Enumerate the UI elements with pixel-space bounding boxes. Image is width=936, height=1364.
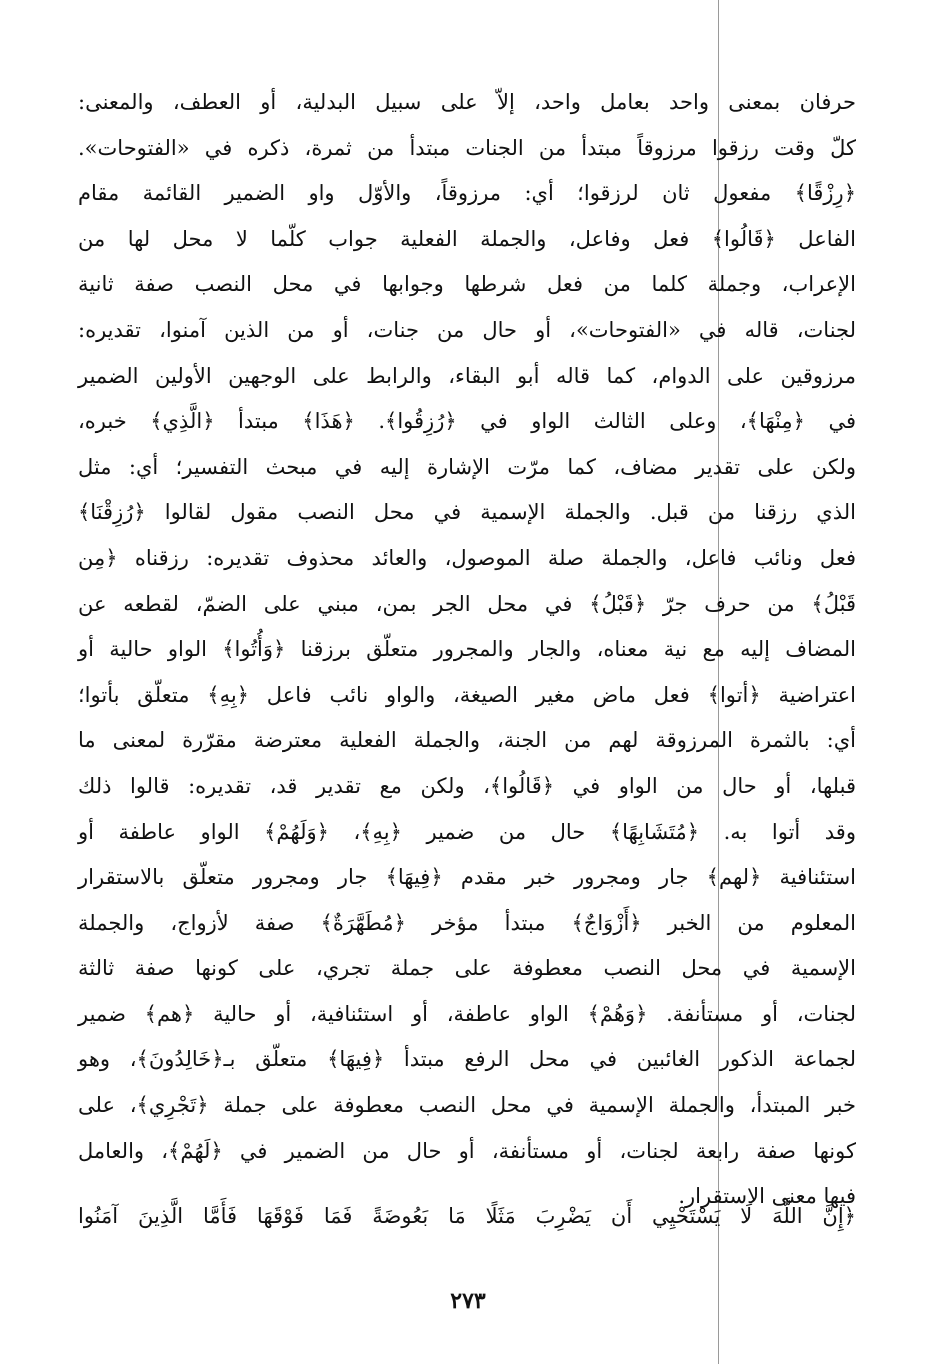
commentary-text	[78, 80, 856, 1220]
text-line: خبر المبتدأ، والجملة الإسمية في محل النصب معطوفة على جملة ﴿تَجْرِي﴾، على	[78, 1093, 856, 1118]
page-number: ٢٧٣	[450, 1288, 486, 1314]
text-line: الإعراب، وجملة كلما من فعل شرطها وجوابها في محل النصب صفة ثانية	[78, 272, 856, 297]
text-line: فعل ونائب فاعل، والجملة صلة الموصول، والعائد محذوف تقديره: رزقناه ﴿مِن	[78, 545, 856, 570]
text-line: الإسمية في محل النصب معطوفة على جملة تجري، على كونها صفة ثالثة	[78, 956, 856, 981]
text-line: أي: بالثمرة المرزوقة لهم من الجنة، والجملة الفعلية معترضة مقرّرة لمعنى ما	[78, 728, 856, 753]
text-line: حرفان بمعنى واحد بعامل واحد، إلاّ على سبيل البدلية، أو العطف، والمعنى:	[78, 90, 856, 114]
text-line: لجماعة الذكور الغائبين في محل الرفع مبتدأ ﴿فِيهَا﴾ متعلّق بـ﴿خَالِدُونَ﴾، وهو	[78, 1047, 856, 1072]
text-line: لجنات، أو مستأنفة. ﴿وَهُمْ﴾ الواو عاطفة، أو استئنافية، أو حالية ﴿هم﴾ ضمير	[78, 1001, 856, 1026]
text-line: كونها صفة رابعة لجنات، أو مستأنفة، أو حال من الضمير في ﴿لَهُمْ﴾، والعامل	[78, 1138, 856, 1163]
text-line: في ﴿مِنْهَا﴾، وعلى الثالث الواو في ﴿رُزِقُوا﴾. ﴿هَذَا﴾ مبتدأ ﴿الَّذِي﴾ خبره،	[78, 409, 856, 434]
text-line: قبلها، أو حال من الواو في ﴿قَالُوا﴾، ولكن مع تقدير قد، تقديره: قالوا ذلك	[78, 773, 856, 798]
text-line: ولكن على تقدير مضاف، كما مرّت الإشارة إليه في مبحث التفسير؛ أي: مثل	[78, 454, 856, 479]
text-line: مرزوقين على الدوام، كما قاله أبو البقاء، والرابط على الوجهين الأولين الضمير	[78, 363, 856, 388]
text-line: فيها معنى الاستقرار.	[678, 1184, 856, 1209]
text-line: المعلوم من الخبر ﴿أَزْوَاجٌ﴾ مبتدأ مؤخر ﴿مُطَهَّرَةٌ﴾ صفة لأزواج، والجملة	[78, 910, 856, 935]
text-line: المضاف إليه مع نية معناه، والجار والمجرور متعلّق برزقنا ﴿وَأُتُوا﴾ الواو حالية أو	[78, 637, 856, 662]
text-line: قَبْلُ﴾ من حرف جرّ ﴿قَبْلُ﴾ في محل الجر بمن، مبني على الضمّ، لقطعه عن	[78, 591, 856, 616]
text-line: استئنافية ﴿لهم﴾ جار ومجرور خبر مقدم ﴿فِيهَا﴾ جار ومجرور متعلّق بالاستقرار	[78, 865, 856, 890]
text-line: الفاعل ﴿قَالُوا﴾ فعل وفاعل، والجملة الفعلية جواب كلّما لا محل لها من	[78, 226, 856, 251]
text-line: كلّ وقت رزقوا مرزوقاً مبتدأ من الجنات مبتدأ من ثمرة، ذكره في «الفتوحات».	[78, 135, 856, 160]
text-line: ﴿رِزْقًا﴾ مفعول ثان لرزقوا؛ أي: مرزوقاً، والأوّل واو الضمير القائمة مقام	[78, 181, 856, 206]
text-line: اعتراضية ﴿أتوا﴾ فعل ماض مغير الصيغة، والواو نائب فاعل ﴿بِهِ﴾ متعلّق بأتوا؛	[78, 682, 856, 707]
text-line: لجنات، قاله في «الفتوحات»، أو حال من جنات، أو من الذين آمنوا، تقديره:	[78, 317, 856, 342]
text-line: الذي رزقنا من قبل. والجملة الإسمية في محل النصب مقول لقالوا ﴿رُزِقْنَا﴾	[78, 500, 856, 525]
text-line: وقد أتوا به. ﴿مُتَشَابِهًا﴾ حال من ضمير ﴿بِهِ﴾، ﴿وَلَهُمْ﴾ الواو عاطفة أو	[78, 819, 856, 844]
quran-verse: ﴿إِنَّ اللَّهَ لَا يَسْتَحْيِي أَن يَضْرِبَ مَثَلًا مَا بَعُوضَةً فَمَا فَوْقَهَا فَأَمَّا الَّذِينَ آمَنُوا	[78, 1204, 856, 1228]
